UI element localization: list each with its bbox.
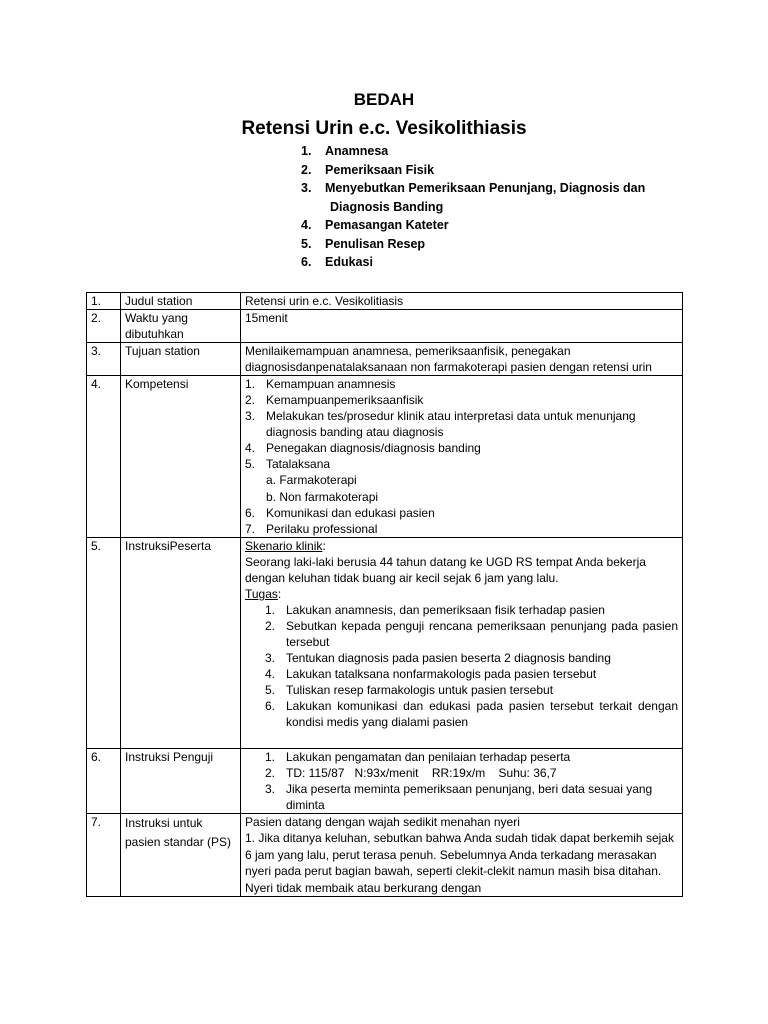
outline-text: Penulisan Resep	[325, 236, 426, 251]
item-number: 5.	[265, 683, 276, 697]
outline-number: 1.	[301, 144, 312, 158]
task-list	[245, 602, 678, 730]
item-text: Lakukan komunikasi dan edukasi pada pasien tersebut terkait dengan kondisi medis yang dialami pasien	[286, 699, 678, 729]
list-item	[245, 698, 678, 730]
outline-text: Menyebutkan Pemeriksaan Penunjang, Diagnosis dan	[325, 181, 646, 195]
item-number: 7.	[245, 522, 256, 536]
row-label: Judul station	[121, 293, 241, 310]
item-number: 2.	[265, 766, 276, 780]
item-text: Jika peserta meminta pemeriksaan penunjang, beri data sesuai yang diminta	[286, 782, 653, 812]
item-text: Melakukan tes/prosedur klinik atau interpretasi data untuk menunjang diagnosis banding atau diagnosis	[266, 409, 636, 439]
item-text: Kemampuan anamnesis	[266, 377, 396, 391]
item-text: Penegakan diagnosis/diagnosis banding	[266, 441, 481, 455]
row-label: InstruksiPeserta	[121, 538, 241, 749]
outline-item	[301, 216, 701, 235]
list-item	[245, 376, 678, 392]
item-text: Lakukan anamnesis, dan pemeriksaan fisik terhadap pasien	[286, 603, 605, 617]
competency-list-continued	[245, 505, 678, 537]
competency-list	[245, 376, 678, 472]
task-heading: Tugas	[245, 587, 278, 601]
row-number: 1.	[87, 293, 121, 310]
item-text: Lakukan pengamatan dan penilaian terhadap peserta	[286, 750, 571, 764]
row-label: Instruksi untuk pasien standar (PS)	[121, 814, 241, 897]
item-text: Sebutkan kepada penguji rencana pemeriksaan penunjang pada pasien tersebut	[286, 619, 678, 649]
document-subject: BEDAH	[353, 90, 415, 109]
list-item	[245, 505, 678, 521]
outline-number: 3.	[301, 181, 312, 195]
item-number: 3.	[245, 409, 256, 423]
outline-item	[301, 235, 701, 254]
outline-text: Pemeriksaan Fisik	[325, 162, 435, 177]
document-title: Retensi Urin e.c. Vesikolithiasis	[241, 118, 527, 139]
outline-item-continuation	[301, 198, 701, 217]
outline-item	[301, 179, 701, 198]
competency-cell	[241, 376, 683, 538]
outline-text: Pemasangan Kateter	[325, 218, 449, 232]
list-item	[245, 765, 678, 781]
list-item	[245, 650, 678, 666]
row-number: 2.	[87, 310, 121, 343]
outline-number: 2.	[301, 162, 312, 177]
item-number: 5.	[245, 457, 256, 471]
item-text: Tentukan diagnosis pada pasien beserta 2 diagnosis banding	[286, 651, 611, 665]
item-number: 3.	[265, 782, 276, 796]
item-number: 2.	[265, 619, 276, 633]
patient-intro: Pasien datang dengan wajah sedikit menahan nyeri	[245, 815, 520, 829]
outline-item	[301, 161, 701, 180]
item-text: Lakukan tatalksana nonfarmakologis pada pasien tersebut	[286, 667, 597, 681]
list-item	[245, 521, 678, 537]
scenario-heading: Skenario klinik	[245, 539, 323, 553]
sub-item: b. Non farmakoterapi	[266, 489, 379, 504]
objective-value: Menilaikemampuan anamnesa, pemeriksaanfisik, penegakan diagnosisdanpenatalaksanaan non farmakoterapi pasien dengan retensi urin	[241, 343, 683, 376]
list-item	[245, 749, 678, 765]
table-row	[87, 538, 683, 749]
list-item	[245, 408, 678, 440]
row-number: 7.	[87, 814, 121, 897]
list-item	[245, 440, 678, 456]
row-label: Tujuan station	[121, 343, 241, 376]
table-row	[87, 343, 683, 376]
list-item	[245, 666, 678, 682]
outline-text: Diagnosis Banding	[330, 199, 444, 214]
station-table	[86, 292, 683, 897]
outline-number: 5.	[301, 236, 312, 251]
standard-patient-cell	[241, 814, 683, 897]
outline-text: Edukasi	[325, 255, 373, 269]
sub-item: a. Farmakoterapi	[266, 473, 357, 487]
row-label: Instruksi Penguji	[121, 749, 241, 814]
item-text: Tatalaksana	[266, 457, 331, 471]
list-item	[245, 781, 678, 813]
item-text: Komunikasi dan edukasi pasien	[266, 506, 435, 520]
item-number: 4.	[245, 441, 256, 455]
table-row	[87, 814, 683, 897]
item-text: Tuliskan resep farmakologis untuk pasien tersebut	[286, 683, 554, 697]
outline-item	[301, 142, 701, 161]
outline-number: 4.	[301, 218, 312, 232]
list-item	[245, 392, 678, 408]
duration-value: 15menit	[241, 310, 683, 343]
patient-instruction-text: 1. Jika ditanya keluhan, sebutkan bahwa Anda sudah tidak dapat berkemih sejak 6 jam yang lalu, perut terasa penuh. Sebelumnya Anda terkadang merasakan nyeri pada perut bagian bawah, seperti clekit-clekit namun masih bisa ditahan. Nyeri tidak membaik atau berkurang dengan	[245, 831, 674, 895]
examiner-list	[245, 749, 678, 813]
table-row	[87, 376, 683, 538]
vital-signs-text: TD: 115/87 N:93x/menit RR:19x/m Suhu: 36,7	[286, 766, 557, 780]
row-number: 3.	[87, 343, 121, 376]
examiner-instruction-cell	[241, 749, 683, 814]
table-row	[87, 293, 683, 310]
row-label: Kompetensi	[121, 376, 241, 538]
item-number: 1.	[265, 603, 276, 617]
outline-number: 6.	[301, 255, 312, 269]
station-title-value: Retensi urin e.c. Vesikolitiasis	[241, 293, 683, 310]
item-number: 6.	[265, 699, 276, 713]
list-item	[245, 682, 678, 698]
table-row	[87, 310, 683, 343]
sub-list	[245, 472, 678, 505]
outline-item	[301, 253, 701, 272]
outline-text: Anamnesa	[325, 144, 389, 158]
row-number: 5.	[87, 538, 121, 749]
list-item	[245, 602, 678, 618]
item-number: 1.	[245, 377, 256, 391]
item-text: Perilaku professional	[266, 522, 378, 536]
scenario-text: Seorang laki-laki berusia 44 tahun datang ke UGD RS tempat Anda bekerja dengan keluhan tidak buang air kecil sejak 6 jam yang lalu.	[245, 555, 646, 585]
item-number: 6.	[245, 506, 256, 520]
item-number: 1.	[265, 750, 276, 764]
item-number: 2.	[245, 393, 256, 407]
list-item	[245, 456, 678, 472]
item-text: Kemampuanpemeriksaanfisik	[266, 393, 424, 407]
row-label: Waktu yang dibutuhkan	[121, 310, 241, 343]
row-number: 4.	[87, 376, 121, 538]
item-number: 3.	[265, 651, 276, 665]
list-item	[245, 618, 678, 650]
outline-list	[301, 142, 701, 272]
table-row	[87, 749, 683, 814]
participant-instruction-cell: Skenario klinik: Seorang laki-laki berusia 44 tahun datang ke UGD RS tempat Anda bekerja dengan keluhan tidak buang air kecil sejak 6 jam yang lalu. Tugas: 1. Lakukan anamnesis, dan pemeriksaan fisik terhadap pasien 2. Sebutkan kepada penguji rencana pemeriksaan penunjang pada pasien tersebut 3. Tentukan diagnosis pada pasien beserta 2 diagnosis banding 4. Lakukan tatalksana nonfarmakologis pada pasien tersebut 5. Tuliskan resep farmakologis untuk pasien tersebut 6. Lakukan komunikasi dan edukasi pada pasien tersebut terkait dengan kondisi medis yang dialami pasien	[241, 538, 683, 749]
item-number: 4.	[265, 667, 276, 681]
row-number: 6.	[87, 749, 121, 814]
